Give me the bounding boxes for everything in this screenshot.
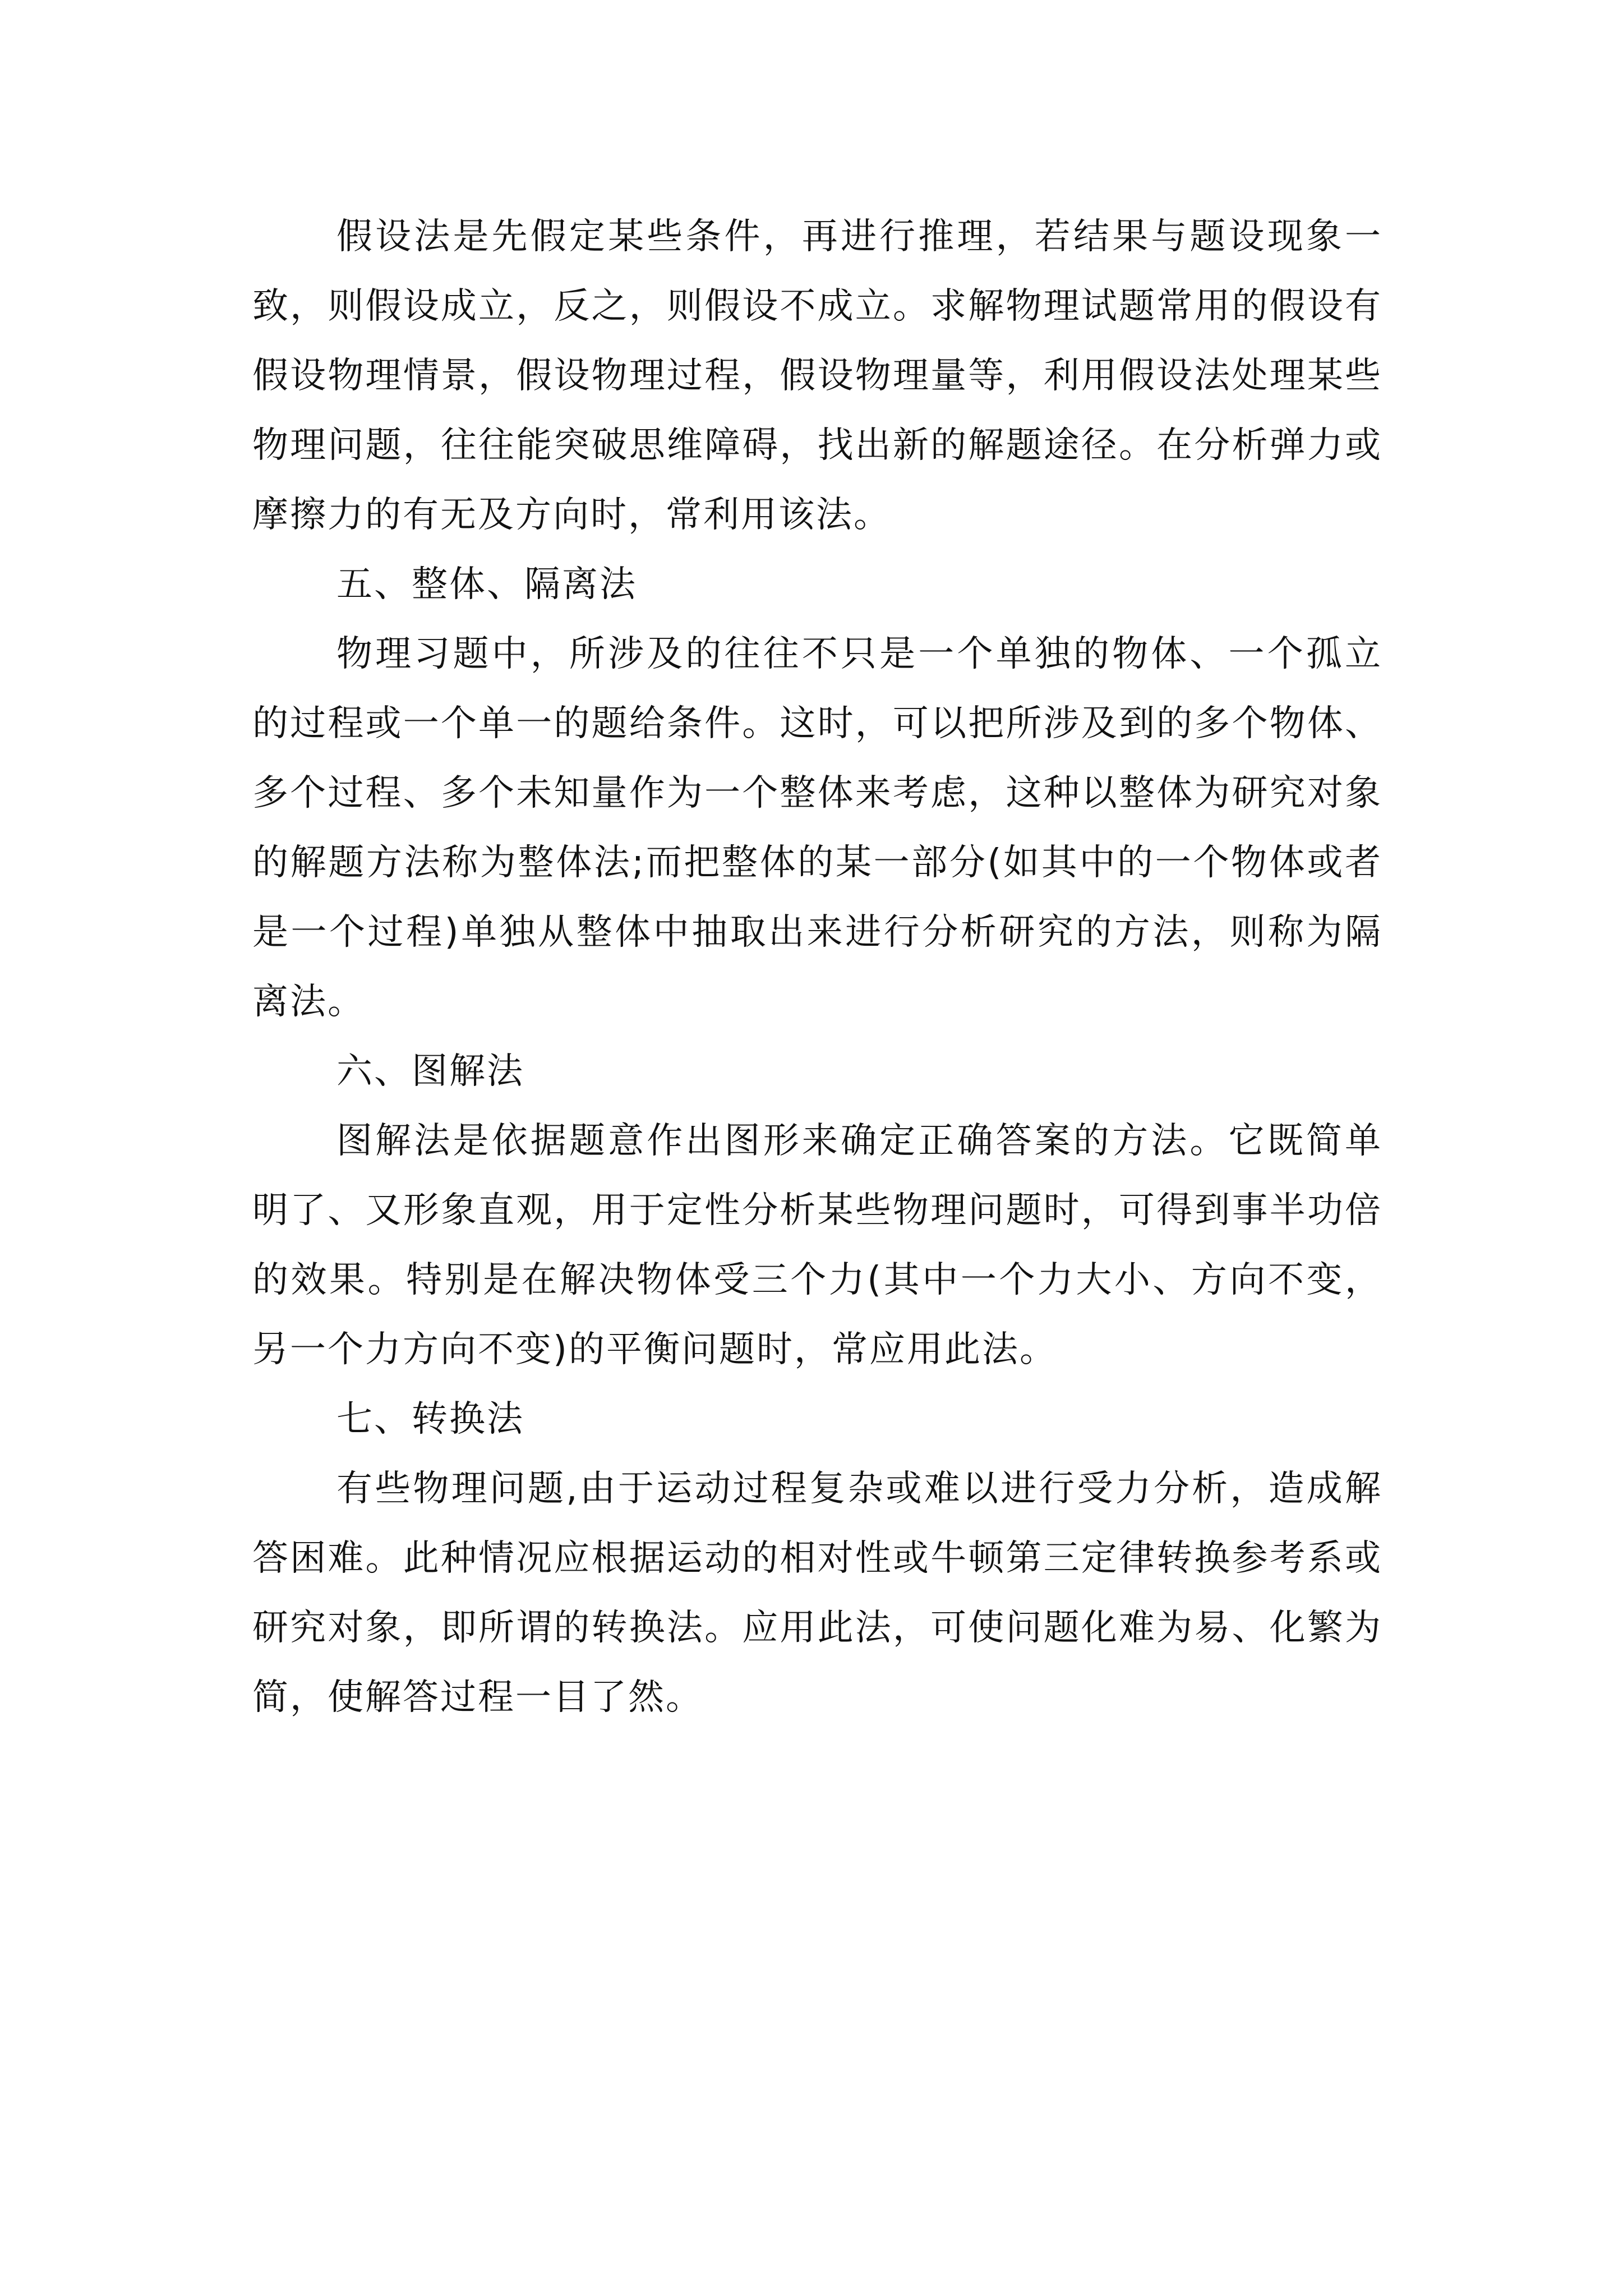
heading-conversion-method: 七、转换法 [336,1398,524,1440]
document-body [252,202,1382,1732]
paragraph-hypothesis-method: 假设法是先假定某些条件，再进行推理，若结果与题设现象一致，则假设成立，反之，则假设不成立。求解物理试题常用的假设有假设物理情景，假设物理过程，假设物理量等，利用假设法处理某些物理问题，往往能突破思维障碍，找出新的解题途径。在分析弹力或摩擦力的有无及方向时，常利用该法。 [252,216,1382,536]
paragraph-graphical-method: 图解法是依据题意作出图形来确定正确答案的方法。它既简单明了、又形象直观，用于定性分析某些物理问题时，可得到事半功倍的效果。特别是在解决物体受三个力(其中一个力大小、方向不变，另一个力方向不变)的平衡问题时，常应用此法。 [252,1120,1382,1370]
paragraph-whole-isolation-method: 物理习题中，所涉及的往往不只是一个单独的物体、一个孤立的过程或一个单一的题给条件。这时，可以把所涉及到的多个物体、多个过程、多个未知量作为一个整体来考虑，这种以整体为研究对象的解题方法称为整体法;而把整体的某一部分(如其中的一个物体或者是一个过程)单独从整体中抽取出来进行分析研究的方法，则称为隔离法。 [252,633,1382,1023]
heading-graphical-method: 六、图解法 [336,1051,524,1092]
paragraph-conversion-method: 有些物理问题,由于运动过程复杂或难以进行受力分析，造成解答困难。此种情况应根据运动的相对性或牛顿第三定律转换参考系或研究对象，即所谓的转换法。应用此法，可使问题化难为易、化繁为简，使解答过程一目了然。 [252,1468,1382,1718]
heading-whole-isolation-method: 五、整体、隔离法 [336,564,637,605]
